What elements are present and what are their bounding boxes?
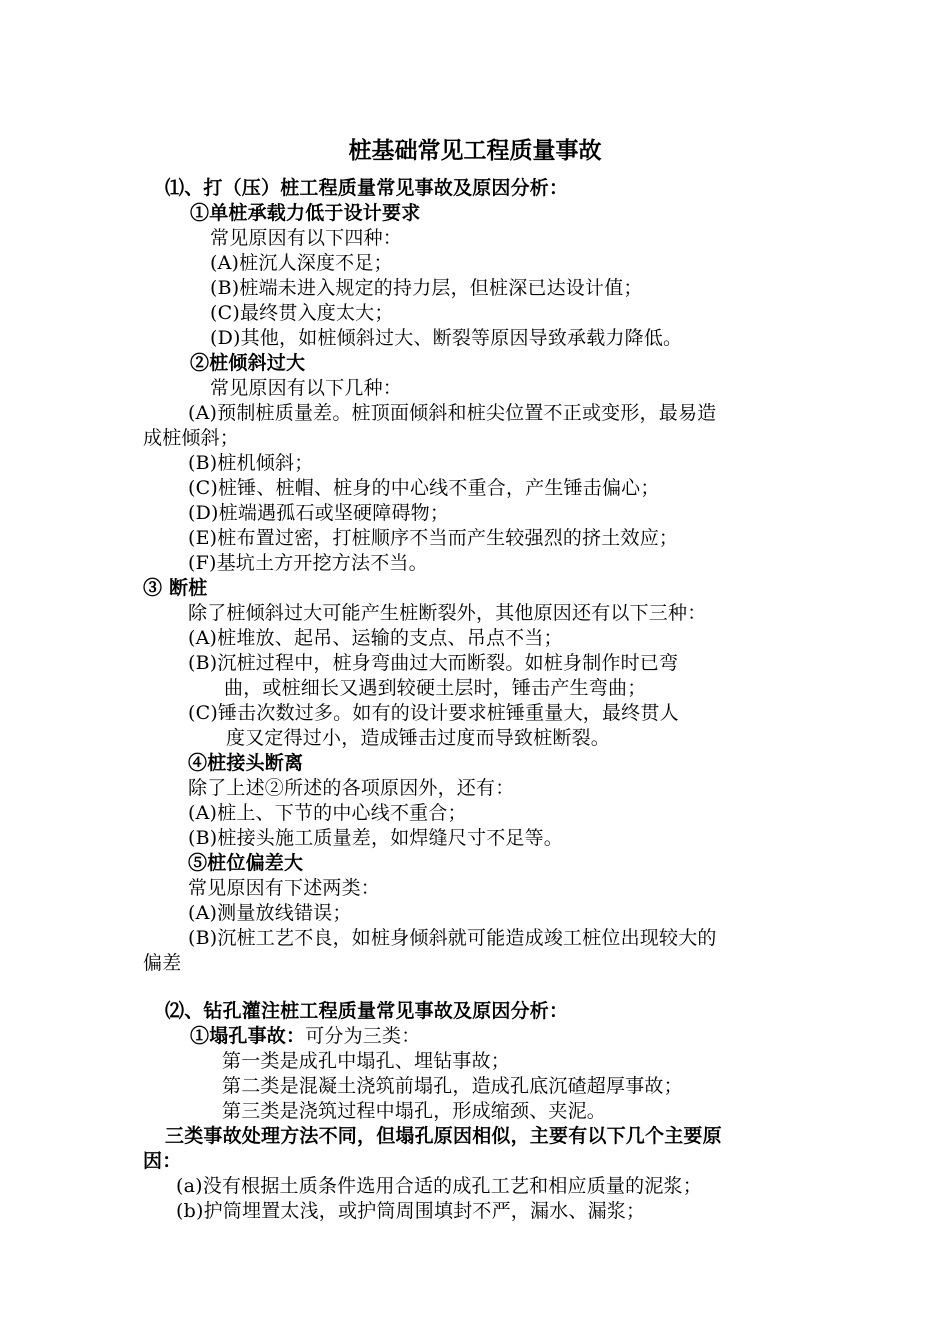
s1-1-item-c: (C)最终贯入度太大； <box>210 302 394 324</box>
s1-1-item-d: (D)其他，如桩倾斜过大、断裂等原因导致承载力降低。 <box>210 327 683 349</box>
s1-5-heading: ⑤桩位偏差大 <box>188 852 304 874</box>
s1-2-item-f: (F)基坑土方开挖方法不当。 <box>188 552 428 574</box>
s1-3-item-c-line1: (C)锤击次数过多。如有的设计要求桩锤重量大，最终贯人 <box>188 702 679 724</box>
s2-summary-line1: 三类事故处理方法不同，但塌孔原因相似，主要有以下几个主要原 <box>165 1125 722 1147</box>
document-title: 桩基础常见工程质量事故 <box>348 137 602 164</box>
s2-cause-a: (a)没有根据土质条件选用合适的成孔工艺和相应质量的泥浆； <box>176 1175 702 1197</box>
s2-1-item-1: 第一类是成孔中塌孔、埋钻事故； <box>222 1050 511 1072</box>
s1-2-item-e: (E)桩布置过密，打桩顺序不当而产生较强烈的挤土效应； <box>188 527 679 549</box>
section2-heading: ⑵、钻孔灌注桩工程质量常见事故及原因分析： <box>165 1000 569 1022</box>
s1-2-item-a-line2: 成桩倾斜； <box>143 427 240 449</box>
s1-2-item-c: (C)桩锤、桩帽、桩身的中心线不重合，产生锤击偏心； <box>188 477 660 499</box>
s1-2-intro: 常见原因有以下几种： <box>210 377 403 399</box>
s2-1-heading-row <box>190 1024 420 1048</box>
s1-1-item-b: (B)桩端未进入规定的持力层，但桩深已达设计值； <box>210 277 643 299</box>
s1-5-item-b-line2: 偏差 <box>143 952 182 974</box>
s1-1-item-a: (A)桩沉人深度不足； <box>210 252 393 274</box>
s1-5-item-a: (A)测量放线错误； <box>188 902 352 924</box>
s1-3-heading: ③ 断桩 <box>143 577 208 599</box>
s2-summary-line2: 因： <box>143 1150 182 1172</box>
s1-1-heading: ①单桩承载力低于设计要求 <box>190 202 421 224</box>
s1-3-item-a: (A)桩堆放、起吊、运输的支点、吊点不当； <box>188 627 563 649</box>
s1-3-item-c-line2: 度又定得过小，造成锤击过度而导致桩断裂。 <box>226 727 611 749</box>
s1-2-item-d: (D)桩端遇孤石或坚硬障碍物； <box>188 502 450 524</box>
s2-1-item-3: 第三类是浇筑过程中塌孔，形成缩颈、夹泥。 <box>222 1100 607 1122</box>
s2-1-item-2: 第二类是混凝土浇筑前塌孔，造成孔底沉碴超厚事故； <box>222 1075 683 1097</box>
s1-4-heading: ④桩接头断离 <box>188 752 304 774</box>
s1-3-item-b-line2: 曲，或桩细长又遇到较硬土层时，锤击产生弯曲； <box>224 677 647 699</box>
s1-4-item-b: (B)桩接头施工质量差，如焊缝尺寸不足等。 <box>188 827 563 849</box>
s2-cause-b: (b)护筒埋置太浅，或护筒周围填封不严，漏水、漏浆； <box>176 1200 646 1222</box>
s2-1-heading-rest: 可分为三类： <box>305 1025 421 1047</box>
s1-5-item-b-line1: (B)沉桩工艺不良，如桩身倾斜就可能造成竣工桩位出现较大的 <box>188 927 717 949</box>
s1-2-heading: ②桩倾斜过大 <box>190 352 306 374</box>
s1-4-intro: 除了上述②所述的各项原因外，还有： <box>188 777 515 799</box>
s1-3-item-b-line1: (B)沉桩过程中，桩身弯曲过大而断裂。如桩身制作时已弯 <box>188 652 679 674</box>
s2-1-heading: ①塌孔事故： <box>190 1025 306 1047</box>
s1-3-intro: 除了桩倾斜过大可能产生桩断裂外，其他原因还有以下三种： <box>188 602 707 624</box>
section1-heading: ⑴、打（压）桩工程质量常见事故及原因分析： <box>165 177 569 199</box>
s1-2-item-a-line1: (A)预制桩质量差。桩顶面倾斜和桩尖位置不正或变形，最易造 <box>188 402 717 424</box>
s1-2-item-b: (B)桩机倾斜； <box>188 452 314 474</box>
s1-1-intro: 常见原因有以下四种： <box>210 227 403 249</box>
s1-4-item-a: (A)桩上、下节的中心线不重合； <box>188 802 467 824</box>
s1-5-intro: 常见原因有下述两类： <box>188 877 381 899</box>
